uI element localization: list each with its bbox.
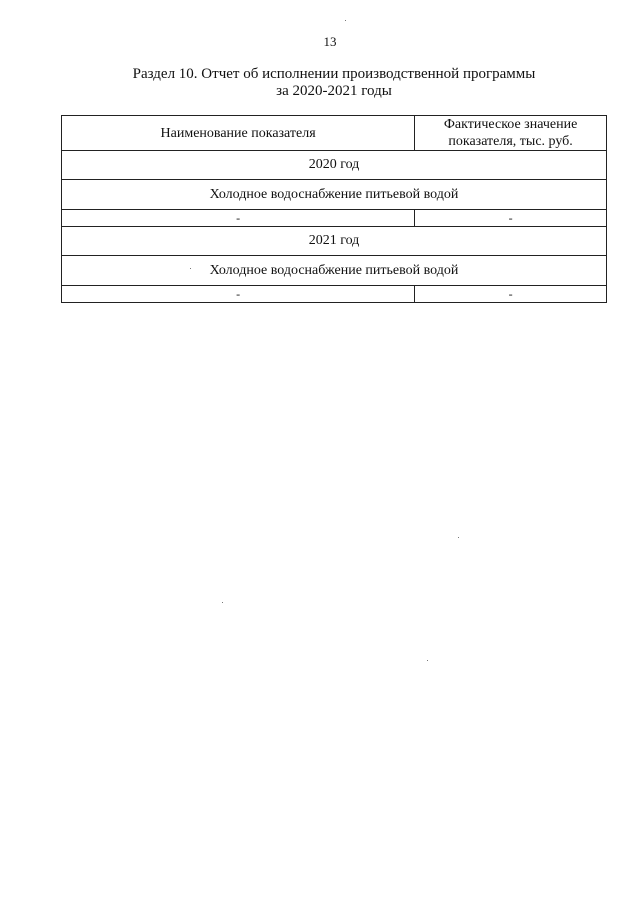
scan-speck (222, 602, 223, 603)
service-row-2021 (62, 256, 607, 286)
year-row-2020 (62, 151, 607, 180)
service-label-2020: Холодное водоснабжение питьевой водой (62, 180, 607, 210)
table-row (62, 210, 607, 227)
table-row (62, 286, 607, 303)
header-indicator-name: Наименование показателя (62, 116, 415, 151)
year-label-2020: 2020 год (62, 151, 607, 180)
scan-speck (345, 20, 346, 21)
service-label-2021: Холодное водоснабжение питьевой водой (62, 256, 607, 286)
section-title (60, 66, 608, 100)
indicator-name-cell: - (62, 210, 415, 227)
indicator-name-cell: - (62, 286, 415, 303)
section-title-line-1: Раздел 10. Отчет об исполнении производственной программы (132, 66, 536, 82)
indicator-value-cell: - (415, 210, 607, 227)
page-number: 13 (323, 34, 337, 49)
production-program-report-table (61, 115, 607, 303)
indicator-value-cell: - (415, 286, 607, 303)
header-actual-value: Фактическое значение показателя, тыс. руб. (415, 116, 607, 151)
service-row-2020 (62, 180, 607, 210)
scan-speck (427, 660, 428, 661)
scan-speck (190, 268, 191, 269)
section-title-line-2: за 2020-2021 годы (276, 83, 392, 99)
year-row-2021 (62, 227, 607, 256)
scan-speck (458, 537, 459, 538)
year-label-2021: 2021 год (62, 227, 607, 256)
table-header-row (62, 116, 607, 151)
